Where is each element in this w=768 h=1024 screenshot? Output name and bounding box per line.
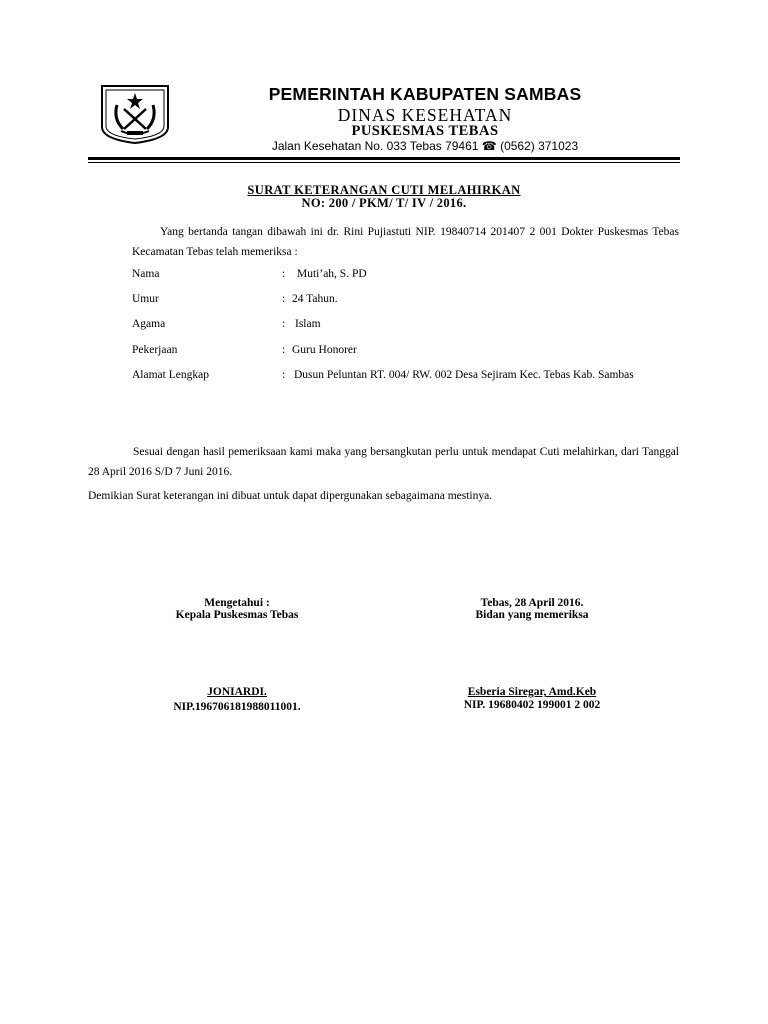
field-label: Agama	[132, 318, 166, 330]
signature-left-name-wrap	[137, 686, 337, 698]
signature-right-position: Bidan yang memeriksa	[475, 609, 589, 621]
field-colon: :	[282, 369, 286, 381]
signature-right-place-date: Tebas, 28 April 2016.	[480, 597, 584, 609]
signature-right-name-wrap	[432, 686, 632, 698]
signature-left-acknowledged: Mengetahui :	[204, 597, 270, 609]
letter-number: NO: 200 / PKM/ T/ IV / 2016.	[301, 196, 467, 210]
signature-right-nip: NIP. 19680402 199001 2 002	[463, 699, 601, 711]
field-colon: :	[282, 268, 286, 280]
letterhead-department-name: DINAS KESEHATAN	[337, 105, 513, 125]
letterhead-clinic-name: PUSKESMAS TEBAS	[351, 123, 499, 139]
intro-paragraph: Yang bertanda tangan dibawah ini dr. Rini Pujiastuti NIP. 19840714 201407 2 001 Dokter Puskesmas Tebas Kecamatan Tebas telah memeriksa :	[132, 226, 679, 258]
signature-left-name: JONIARDI.	[207, 686, 267, 698]
field-label: Pekerjaan	[132, 344, 178, 356]
field-value: 24 Tahun.	[292, 293, 338, 305]
signature-right-name: Esberia Siregar, Amd.Keb	[467, 686, 597, 698]
field-label: Umur	[132, 293, 159, 305]
field-value: Guru Honorer	[292, 344, 357, 356]
field-colon: :	[282, 318, 286, 330]
signature-left-nip: NIP.196706181988011001.	[173, 701, 301, 713]
letterhead-address: Jalan Kesehatan No. 033 Tebas 79461 ☎ (0562) 371023	[271, 139, 579, 153]
letterhead-divider-thin	[88, 162, 680, 163]
field-label: Alamat Lengkap	[132, 369, 209, 381]
field-value: Dusun Peluntan RT. 004/ RW. 002 Desa Sejiram Kec. Tebas Kab. Sambas	[294, 369, 634, 381]
signature-left-position: Kepala Puskesmas Tebas	[175, 609, 299, 621]
field-colon: :	[282, 344, 286, 356]
field-colon: :	[282, 293, 286, 305]
letterhead-government-name: PEMERINTAH KABUPATEN SAMBAS	[268, 84, 582, 104]
field-label: Nama	[132, 268, 160, 280]
leave-statement-paragraph: Sesuai dengan hasil pemeriksaan kami maka yang bersangkutan perlu untuk mendapat Cuti melahirkan, dari Tanggal 28 April 2016 S/D 7 Juni 2016.	[88, 446, 679, 478]
field-value: Muti’ah, S. PD	[297, 268, 367, 280]
letter-title: SURAT KETERANGAN CUTI MELAHIRKAN	[247, 183, 521, 197]
closing-paragraph: Demikian Surat keterangan ini dibuat untuk dapat dipergunakan sebagaimana mestinya.	[88, 490, 493, 502]
letterhead-divider-thick	[88, 157, 680, 160]
field-value: Islam	[295, 318, 321, 330]
